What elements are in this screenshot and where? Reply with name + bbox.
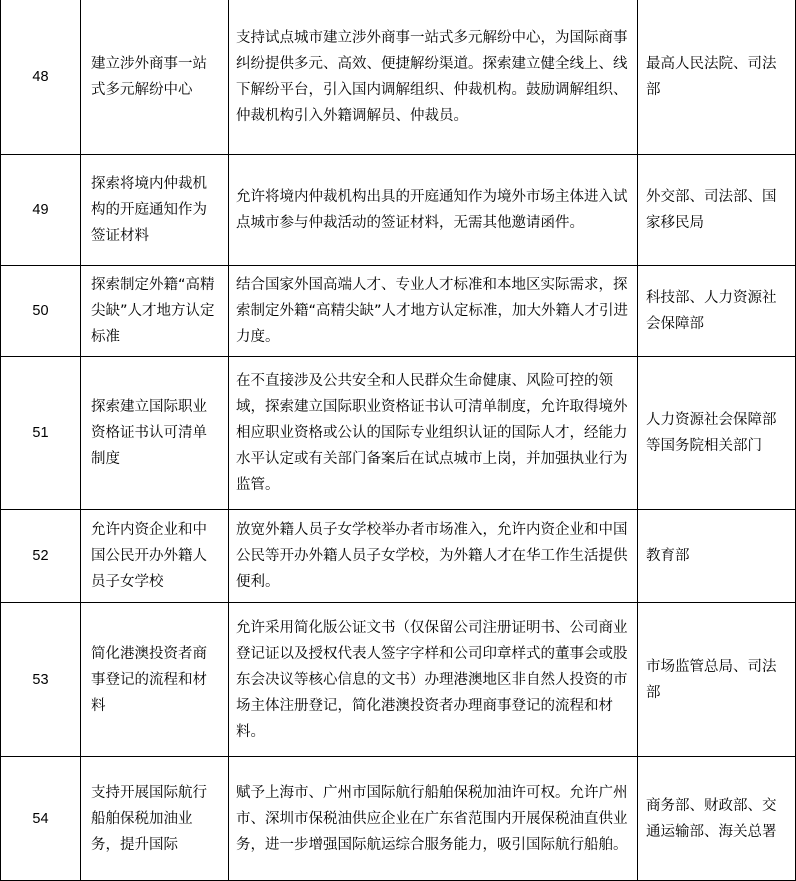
row-number: 53 (1, 603, 81, 757)
responsible-departments: 外交部、司法部、国家移民局 (638, 155, 796, 266)
measure-name: 建立涉外商事一站式多元解纷中心 (81, 0, 229, 155)
measure-name: 探索制定外籍“高精尖缺”人才地方认定标准 (81, 266, 229, 357)
measure-description: 结合国家外国高端人才、专业人才标准和本地区实际需求，探索制定外籍“高精尖缺”人才地方认定标准，加大外籍人才引进力度。 (229, 266, 638, 357)
measure-description: 放宽外籍人员子女学校举办者市场准入，允许内资企业和中国公民等开办外籍人员子女学校，为外籍人才在华工作生活提供便利。 (229, 510, 638, 603)
measure-description: 支持试点城市建立涉外商事一站式多元解纷中心，为国际商事纠纷提供多元、高效、便捷解纷渠道。探索建立健全线上、线下解纷平台，引入国内调解组织、仲裁机构。鼓励调解组织、仲裁机构引入外籍调解员、仲裁员。 (229, 0, 638, 155)
measure-name: 支持开展国际航行船舶保税加油业务，提升国际 (81, 757, 229, 881)
measure-name: 探索建立国际职业资格证书认可清单制度 (81, 357, 229, 510)
measure-description: 允许将境内仲裁机构出具的开庭通知作为境外市场主体进入试点城市参与仲裁活动的签证材料，无需其他邀请函件。 (229, 155, 638, 266)
table-row (1, 266, 796, 357)
row-number: 50 (1, 266, 81, 357)
measure-description: 允许采用简化版公证文书（仅保留公司注册证明书、公司商业登记证以及授权代表人签字字样和公司印章样式的董事会或股东会决议等核心信息的文书）办理港澳地区非自然人投资的市场主体注册登记，简化港澳投资者办理商事登记的流程和材料。 (229, 603, 638, 757)
table-row (1, 510, 796, 603)
responsible-departments: 最高人民法院、司法部 (638, 0, 796, 155)
responsible-departments: 教育部 (638, 510, 796, 603)
row-number: 51 (1, 357, 81, 510)
row-number: 49 (1, 155, 81, 266)
measure-name: 允许内资企业和中国公民开办外籍人员子女学校 (81, 510, 229, 603)
responsible-departments: 人力资源社会保障部等国务院相关部门 (638, 357, 796, 510)
table-row (1, 757, 796, 881)
measure-description: 在不直接涉及公共安全和人民群众生命健康、风险可控的领域，探索建立国际职业资格证书认可清单制度，允许取得境外相应职业资格或公认的国际专业组织认证的国际人才，经能力水平认定或有关部门备案后在试点城市上岗，并加强执业行为监管。 (229, 357, 638, 510)
table-row (1, 0, 796, 155)
table-row (1, 357, 796, 510)
responsible-departments: 科技部、人力资源社会保障部 (638, 266, 796, 357)
measure-name: 探索将境内仲裁机构的开庭通知作为签证材料 (81, 155, 229, 266)
row-number: 48 (1, 0, 81, 155)
row-number: 52 (1, 510, 81, 603)
table-row (1, 603, 796, 757)
responsible-departments: 商务部、财政部、交通运输部、海关总署 (638, 757, 796, 881)
table-row (1, 155, 796, 266)
row-number: 54 (1, 757, 81, 881)
responsible-departments: 市场监管总局、司法部 (638, 603, 796, 757)
measure-description: 赋予上海市、广州市国际航行船舶保税加油许可权。允许广州市、深圳市保税油供应企业在广东省范围内开展保税油直供业务，进一步增强国际航运综合服务能力，吸引国际航行船舶。 (229, 757, 638, 881)
measure-name: 简化港澳投资者商事登记的流程和材料 (81, 603, 229, 757)
